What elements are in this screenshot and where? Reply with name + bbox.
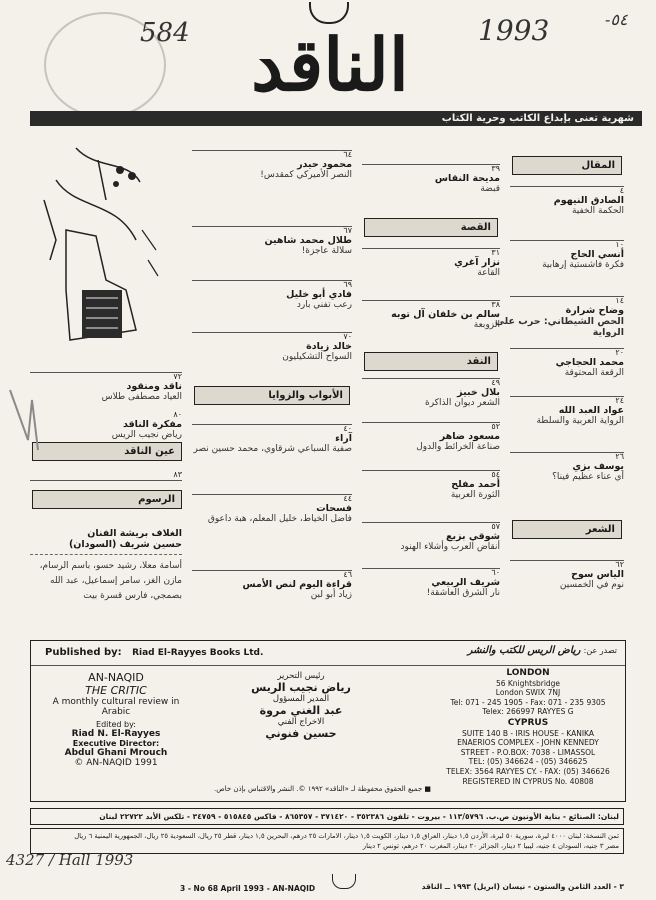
exec-director-name: Abdul Ghani Mrouch	[64, 748, 168, 758]
ar-manager-name: عبد الغني مروة	[259, 704, 343, 717]
rights-notice: ■ جميع الحقوق محفوظة لـ «الناقد» ١٩٩٢ ©. النشر والاقتباس بإذن خاص.	[214, 785, 431, 793]
masthead-title: الناقد	[251, 22, 409, 107]
section-ayn: عين الناقد	[32, 442, 182, 461]
toc-title: العياد مصطفى طلاس	[101, 392, 182, 402]
toc-entry[interactable]	[480, 296, 624, 338]
toc-page-number: ٤	[619, 186, 624, 195]
lebanon-address: لبنان: الصنائع - بناية الأونيون ص.ب. ١١٣/٥٧٩٦ - بيروت - تلفون ٣٥٢٣٨٦ - ٣٧١٤٢٠ - ٨٦٥٣٥٧ - فاكس ٥١٥٨٤٥ - ٣٤٧٥٩ - تلكس الأبد ٢٢٧٢٢ لبنان	[30, 808, 624, 825]
toc-author: خالد زيادة	[306, 341, 352, 352]
prices-line-1: ثمن النسخة: لبنان ٤٠٠٠ ليرة، سورية ٥٠ ليرة، الأردن ١,٥ دينار، العراق ١,٥ دينار، الكويت ١,٥ دينار، الامارات ٢٥ درهم، البحرين ١,٥ دينار، قطر ٢٥ ريال، السعودية ٢٥ ريال، الجمهورية اليمنية ٦ ريال	[74, 832, 619, 840]
toc-page-number: ٨٣	[173, 470, 182, 479]
edited-by-label: Edited by:	[96, 720, 136, 729]
toc-title: زياد أبو لبن	[310, 590, 352, 600]
toc-title: أي عناء عظيم فينا؟	[552, 472, 624, 482]
section-naqd: النقد	[364, 352, 498, 371]
catalog-number-bottom: 4327 / Hall 1993	[6, 851, 134, 869]
en-subtitle: THE CRITIC	[85, 684, 147, 697]
toc-author: مديحة النقاس	[434, 173, 500, 184]
toc-title: الزوبعة	[473, 320, 500, 330]
footer-emblem	[332, 874, 356, 889]
toc-title: السواح التشكيليون	[282, 352, 352, 362]
toc-title: الحص الشيطاني: حرب على الرواية	[494, 316, 624, 338]
toc-entry[interactable]	[192, 494, 352, 524]
toc-author: آراء	[335, 433, 352, 444]
addresses	[435, 669, 621, 786]
issuer-logo: رياض الريس للكتب والنشر	[467, 645, 581, 656]
ar-editor-name: رياض نجيب الريس	[251, 681, 351, 694]
toc-author: محمود حيدر	[297, 159, 352, 170]
toc-page-number: ٧٢	[173, 372, 182, 381]
section-abwab: الأبواب والزوايا	[194, 386, 350, 405]
toc-title: النصر الأميركي كمقدس!	[260, 170, 352, 180]
toc-page-number: ٢٦	[615, 452, 624, 461]
toc-page-number: ٤٠	[343, 424, 352, 433]
toc-author: سالم بن خلفان آل توبه	[391, 309, 500, 320]
toc-author: عواد العبد الله	[558, 405, 624, 416]
toc-entry[interactable]	[362, 300, 500, 330]
toc-title: فكرة فاشستية إرهابية	[542, 260, 624, 270]
issuer-label: تصدر عن:	[583, 646, 617, 655]
toc-author: أحمد مفلح	[451, 479, 500, 490]
toc-entry[interactable]	[510, 452, 624, 482]
toc-author: يوسف بزي	[572, 461, 624, 472]
section-shier: الشعر	[512, 520, 622, 539]
ar-art-name: حسين فنوني	[265, 727, 337, 740]
toc-entry[interactable]	[362, 164, 500, 194]
toc-title: نوم في الخمسين	[559, 580, 624, 590]
publisher-box	[30, 640, 626, 802]
toc-title: الرقعة المحتوقة	[564, 368, 624, 378]
toc-author: مفكرة الناقد	[122, 419, 182, 430]
london-line: London SWIX 7NJ	[495, 688, 561, 698]
margin-pencil-mark	[2, 370, 42, 460]
masthead-tagline: شهرية تعنى بإبداع الكاتب وحرية الكتاب	[30, 111, 642, 126]
toc-entry[interactable]	[192, 280, 352, 310]
toc-title: الثورة العربية	[450, 490, 500, 500]
toc-entry[interactable]	[192, 570, 352, 600]
issue-line-ar: ٣ - العدد الثامن والستون - نيسان (ابريل) ١٩٩٣ ــ الناقد	[421, 882, 624, 891]
ar-manager-label: المدير المسؤول	[272, 694, 330, 704]
cyprus-line: SUITE 140 B - IRIS HOUSE - KANIKA	[462, 728, 594, 738]
toc-entry[interactable]	[362, 522, 500, 552]
toc-title: قبضة	[480, 184, 500, 194]
toc-title: فاضل الخياط، خليل المعلم، هبة داعوق	[207, 514, 352, 524]
toc-page-number: ٤٤	[343, 494, 352, 503]
toc-entry[interactable]	[30, 372, 182, 402]
toc-author: محمد الحجاجي	[555, 357, 624, 368]
toc-author: فسحات	[316, 503, 352, 514]
toc-author: مسعود ضاهر	[439, 431, 500, 442]
divider	[31, 665, 625, 666]
cover-credit	[30, 528, 182, 604]
toc-title: صناعة الخرائط والدول	[416, 442, 500, 452]
toc-title: صفية السباعي شرقاوي، محمد حسين نصر	[193, 444, 352, 454]
toc-entry[interactable]	[510, 186, 624, 216]
toc-title: الشعر ديوان الذاكرة	[424, 398, 500, 408]
toc-entry[interactable]	[510, 560, 624, 590]
toc-author: نزار آغري	[454, 257, 500, 268]
divider	[30, 554, 182, 555]
toc-entry[interactable]	[30, 410, 182, 440]
toc-entry[interactable]	[192, 332, 352, 362]
toc-page-number: ٣١	[491, 248, 500, 257]
masthead-emblem	[309, 2, 349, 24]
london-line: Tel: 071 - 245 1905 - Fax: 071 - 235 9305	[450, 697, 606, 707]
section-rusum: الرسوم	[32, 490, 182, 509]
cyprus-line: STREET - P.O.BOX: 7038 - LIMASSOL	[460, 747, 596, 757]
toc-page-number: ٥٧	[491, 522, 500, 531]
section-maqal: المقال	[512, 156, 622, 175]
toc-page-number: ٧٠	[343, 332, 352, 341]
toc-entry[interactable]	[510, 348, 624, 378]
toc-page-number: ٥٤	[491, 470, 500, 479]
toc-author: فادي أبو خليل	[286, 289, 352, 300]
toc-entry[interactable]	[362, 248, 500, 278]
toc-page-number: ٢٤	[615, 396, 624, 405]
cover-artist: حسين شريف (السودان)	[68, 539, 182, 550]
toc-title: أنقاض العرب وأشلاء الهنود	[400, 542, 500, 552]
toc-author: الصادق النيهوم	[553, 195, 624, 206]
toc-title: القاعة	[477, 268, 500, 278]
toc-entry[interactable]	[510, 396, 624, 426]
toc-page-number: ٤٩	[491, 378, 500, 387]
toc-title: الرواية العربية والسلطة	[536, 416, 624, 426]
cyprus-line: REGISTERED IN CYPRUS No. 40808	[462, 776, 594, 786]
toc-page-number: ٢٠	[615, 348, 624, 357]
issuer-line	[468, 645, 617, 656]
toc-author: شريف الربيعي	[431, 577, 500, 588]
editor-name: Riad N. El-Rayyes	[71, 729, 161, 739]
toc-title: رياض نجيب الريس	[111, 430, 182, 440]
toc-author: وضاح شرارة	[565, 305, 624, 316]
illustrators-list: أسامة معلا، رشيد حسو، باسم الرسام، مازن الغز، سامر إسماعيل، عبد الله بصمجي، فارس قسرة بيت	[39, 561, 182, 601]
toc-page-number: ٣٩	[491, 164, 500, 173]
toc-title: سلالة عاجزة!	[301, 246, 352, 256]
toc-entry[interactable]	[510, 240, 624, 270]
catalog-number-top: 584	[140, 18, 190, 48]
ar-art-label: الاخراج الفني	[277, 717, 325, 727]
toc-title: رعب تفني بارد	[296, 300, 352, 310]
cyprus-line: TELEX: 3564 RAYYES CY. - FAX: (05) 346626	[446, 766, 610, 776]
toc-page-number: ١٤	[615, 296, 624, 305]
london-line: Telex: 266997 RAYYES G	[482, 707, 574, 717]
en-masthead	[51, 671, 181, 768]
ar-staff	[231, 671, 371, 740]
cyprus-line: TEL: (05) 346624 - (05) 346625	[468, 757, 588, 767]
toc-page-number: ٨٠	[173, 410, 182, 419]
toc-author: الياس سوح	[571, 569, 624, 580]
en-title: AN-NAQID	[88, 671, 144, 684]
page-mark-handwritten: -٥٤	[605, 10, 628, 29]
toc-entry[interactable]	[362, 422, 500, 452]
toc-page-number: ٦٩	[343, 280, 352, 289]
toc-entry[interactable]	[192, 226, 352, 256]
london-line: 56 Knightsbridge	[495, 678, 561, 688]
toc-page-number: ٦٢	[615, 560, 624, 569]
prices-line-2: مصر ٣ جنيه، السودان ٤ جنيه، ليبيا ٢ دينار، الجزائر ٢٠ دينار، المغرب ٢٠ درهم، تونس ٢ دينار	[362, 842, 619, 850]
cover-label: الغلاف بريشة الفنان	[87, 528, 182, 539]
toc-page-number: ٥٢	[491, 422, 500, 431]
toc-title: الحكمة الخفية	[571, 206, 624, 216]
section-qissa: القصة	[364, 218, 498, 237]
toc-page-number: ٤٦	[343, 570, 352, 579]
toc-entry[interactable]	[362, 470, 500, 500]
published-by-label: Published by:	[45, 647, 122, 658]
toc-title: نار الشرق العاشقة!	[426, 588, 500, 598]
toc-author: طلال محمد شاهين	[264, 235, 352, 246]
cover-illustration	[36, 140, 160, 358]
en-description: A monthly cultural review in Arabic	[52, 697, 180, 717]
copyright-en: © AN-NAQID 1991	[74, 758, 158, 768]
divider	[30, 480, 182, 481]
toc-entry[interactable]	[192, 150, 352, 180]
toc-entry[interactable]	[362, 568, 500, 598]
toc-page-number: ١٠	[615, 240, 624, 249]
toc-page-number: ٣٨	[491, 300, 500, 309]
published-by-line	[45, 647, 263, 658]
cyprus-line: ENAERIOS COMPLEX - JOHN KENNEDY	[457, 738, 599, 748]
london-heading: LONDON	[506, 668, 550, 678]
toc-entry[interactable]	[362, 378, 500, 408]
toc-author: بلال خبيز	[457, 387, 500, 398]
year-handwritten: 1993	[478, 14, 550, 47]
toc-author: قراءة اليوم لنص الأمس	[242, 579, 352, 590]
issue-line-en: 3 - No 68 April 1993 - AN-NAQID	[180, 884, 316, 893]
toc-entry[interactable]	[192, 424, 352, 454]
publisher-name: Riad El-Rayyes Books Ltd.	[132, 648, 264, 658]
exec-director-label: Executive Director:	[72, 739, 160, 748]
toc-author: ناقد ومنقود	[126, 381, 182, 392]
toc-page-number: ٦٠	[491, 568, 500, 577]
toc-page-number: ٦٧	[343, 226, 352, 235]
cyprus-heading: CYPRUS	[507, 717, 549, 728]
toc-author: أنسي الحاج	[570, 249, 624, 260]
toc-page-number: ٦٤	[343, 150, 352, 159]
toc-author: شوقي بزيع	[446, 531, 500, 542]
ar-editor-label: رئيس التحرير	[277, 671, 325, 681]
